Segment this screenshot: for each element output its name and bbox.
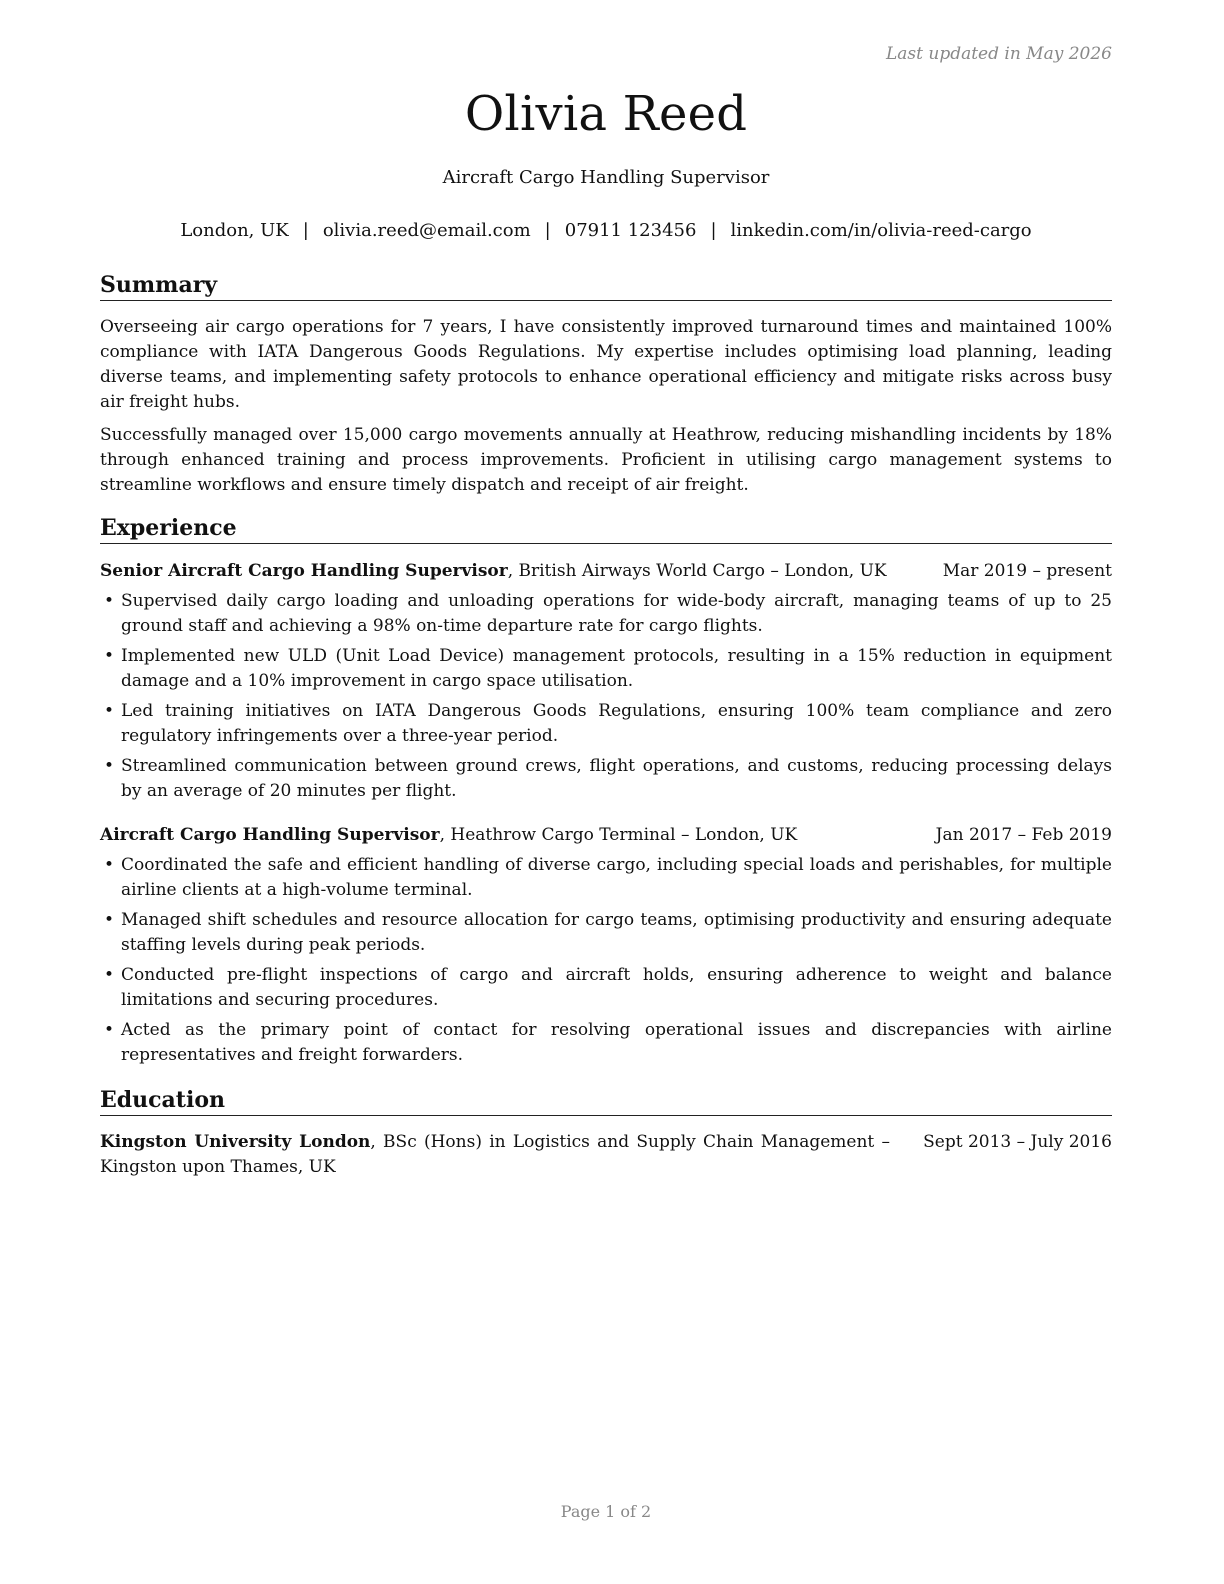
- bullet-text: Managed shift schedules and resource allocation for cargo teams, optimising productivity and ensuring adequate staffing levels during peak periods.: [121, 910, 1112, 955]
- job-bullet: [100, 853, 1112, 903]
- job-entry: [100, 823, 1112, 1068]
- education-details: [100, 1130, 890, 1180]
- last-updated-note: Last updated in May 2026: [885, 44, 1112, 64]
- education-entry: [100, 1130, 1112, 1180]
- page-number: Page 1 of 2: [560, 1502, 652, 1521]
- job-company: , Heathrow Cargo Terminal – London, UK: [439, 825, 798, 845]
- bullet-icon: •: [104, 756, 115, 776]
- job-entry: [100, 559, 1112, 804]
- job-bullet: [100, 644, 1112, 694]
- summary-paragraph: Overseeing air cargo operations for 7 years, I have consistently improved turnaround times and maintained 100% compliance with IATA Dangerous Goods Regulations. My expertise includes optimising load planning, leading diverse teams, and implementing safety protocols to enhance operational efficiency and mitigate risks across busy air freight hubs.: [100, 317, 1112, 412]
- job-role-company: [100, 559, 887, 584]
- experience-heading: Experience: [100, 514, 1112, 544]
- contact-separator: |: [544, 220, 551, 241]
- contact-linkedin[interactable]: linkedin.com/in/olivia-reed-cargo: [730, 220, 1032, 241]
- bullet-text: Supervised daily cargo loading and unloading operations for wide-body aircraft, managing teams of up to 25 ground staff and achieving a 98% on-time departure rate for cargo flights.: [121, 591, 1112, 636]
- education-heading: Education: [100, 1086, 1112, 1116]
- contact-email[interactable]: olivia.reed@email.com: [322, 220, 531, 241]
- job-bullets: [100, 853, 1112, 1068]
- education-dates: Sept 2013 – July 2016: [923, 1132, 1112, 1152]
- job-bullet: [100, 589, 1112, 639]
- bullet-icon: •: [104, 1020, 115, 1040]
- education-degree: , BSc (Hons) in Logistics and Supply Chain Management – Kingston upon Thames, UK: [100, 1132, 890, 1177]
- job-dates: Jan 2017 – Feb 2019: [935, 825, 1112, 845]
- bullet-icon: •: [104, 646, 115, 666]
- contact-separator: |: [302, 220, 309, 241]
- job-bullet: [100, 699, 1112, 749]
- bullet-icon: •: [104, 855, 115, 875]
- job-bullet: [100, 963, 1112, 1013]
- job-header: [100, 823, 1112, 848]
- job-role: Senior Aircraft Cargo Handling Supervisor: [100, 561, 508, 581]
- contact-line: [100, 220, 1112, 241]
- job-bullet: [100, 908, 1112, 958]
- job-bullet: [100, 754, 1112, 804]
- job-bullet: [100, 1018, 1112, 1068]
- contact-location: London, UK: [180, 220, 289, 241]
- summary-section: [100, 271, 1112, 498]
- contact-phone: 07911 123456: [564, 220, 697, 241]
- job-dates: Mar 2019 – present: [942, 561, 1112, 581]
- bullet-text: Streamlined communication between ground crews, flight operations, and customs, reducing processing delays by an average of 20 minutes per flight.: [121, 756, 1112, 801]
- job-title: Aircraft Cargo Handling Supervisor: [442, 167, 770, 188]
- contact-separator: |: [710, 220, 717, 241]
- job-company: , British Airways World Cargo – London, UK: [507, 561, 887, 581]
- experience-section: [100, 514, 1112, 1068]
- summary-heading: Summary: [100, 271, 1112, 301]
- bullet-text: Implemented new ULD (Unit Load Device) management protocols, resulting in a 15% reduction in equipment damage and a 10% improvement in cargo space utilisation.: [121, 646, 1112, 691]
- bullet-text: Conducted pre-flight inspections of cargo and aircraft holds, ensuring adherence to weight and balance limitations and securing procedures.: [121, 965, 1112, 1010]
- bullet-text: Acted as the primary point of contact for resolving operational issues and discrepancies with airline representatives and freight forwarders.: [121, 1020, 1112, 1065]
- resume-page: [100, 0, 1112, 1584]
- education-section: [100, 1086, 1112, 1180]
- bullet-text: Led training initiatives on IATA Dangerous Goods Regulations, ensuring 100% team compliance and zero regulatory infringements over a three-year period.: [121, 701, 1112, 746]
- job-bullets: [100, 589, 1112, 804]
- bullet-icon: •: [104, 701, 115, 721]
- job-role: Aircraft Cargo Handling Supervisor: [100, 825, 440, 845]
- bullet-icon: •: [104, 591, 115, 611]
- candidate-name: Olivia Reed: [464, 86, 748, 142]
- job-role-company: [100, 823, 797, 848]
- job-header: [100, 559, 1112, 584]
- bullet-icon: •: [104, 910, 115, 930]
- bullet-icon: •: [104, 965, 115, 985]
- education-school: Kingston University London: [100, 1132, 371, 1152]
- bullet-text: Coordinated the safe and efficient handling of diverse cargo, including special loads and perishables, for multiple airline clients at a high-volume terminal.: [121, 855, 1112, 900]
- summary-paragraph: Successfully managed over 15,000 cargo movements annually at Heathrow, reducing mishandling incidents by 18% through enhanced training and process improvements. Proficient in utilising cargo management systems to streamline workflows and ensure timely dispatch and receipt of air freight.: [100, 425, 1112, 495]
